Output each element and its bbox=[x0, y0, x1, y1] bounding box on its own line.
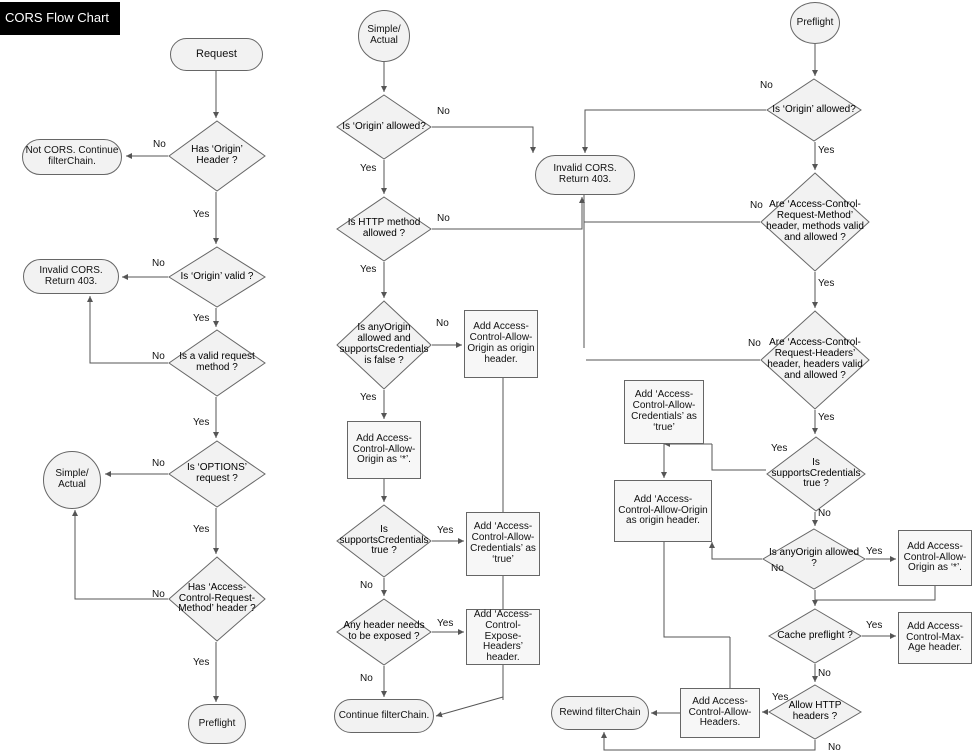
node-label: Add ‘Access-Control-Allow-Origin as origin header. bbox=[618, 493, 708, 527]
decision-node bbox=[168, 120, 266, 192]
edge-label: Yes bbox=[193, 417, 210, 428]
edge-label: No bbox=[818, 508, 831, 519]
page-title: CORS Flow Chart bbox=[0, 2, 120, 35]
edge-label: No bbox=[152, 589, 165, 600]
edge-label: Yes bbox=[437, 525, 454, 536]
rect-node bbox=[898, 612, 972, 664]
decision-node bbox=[336, 196, 432, 262]
rect-node bbox=[464, 310, 538, 378]
node-label: Not CORS. Continue filterChain. bbox=[25, 145, 119, 167]
edge-label: No bbox=[828, 742, 841, 753]
node-label: Request bbox=[196, 47, 237, 60]
node-label: Add Access-Control-Allow-Origin as ‘*’. bbox=[352, 432, 416, 466]
terminator-node bbox=[551, 696, 649, 730]
rect-node bbox=[680, 688, 760, 738]
edge-label: Yes bbox=[360, 264, 377, 275]
decision-node bbox=[760, 310, 870, 410]
node-label: Add ‘Access-Control-Allow-Credentials’ as ‘true’ bbox=[470, 521, 536, 565]
edge-label: No bbox=[152, 351, 165, 362]
terminator-node bbox=[334, 699, 434, 733]
edge-label: Yes bbox=[437, 618, 454, 629]
edge-label: Yes bbox=[818, 412, 835, 423]
decision-node bbox=[760, 172, 870, 272]
decision-node bbox=[168, 246, 266, 308]
edge-label: No bbox=[152, 458, 165, 469]
decision-node bbox=[168, 440, 266, 508]
node-label: Add Access-Control-Allow-Origin as ‘*’. bbox=[903, 540, 967, 574]
rect-node bbox=[466, 512, 540, 576]
node-label: Simple/ Actual bbox=[367, 24, 401, 46]
edge-label: No bbox=[360, 580, 373, 591]
node-label: Allow HTTP headers ? bbox=[788, 700, 842, 722]
edge-label: Yes bbox=[360, 163, 377, 174]
rect-node bbox=[347, 421, 421, 479]
edge-label: No bbox=[818, 668, 831, 679]
decision-node bbox=[336, 504, 432, 578]
node-label: Invalid CORS. Return 403. bbox=[553, 163, 617, 185]
node-label: Are ‘Access-Control-Request-Method’ header, methods valid and allowed ? bbox=[766, 199, 864, 243]
node-label: Add ‘Access-Control-Allow-Credentials’ as ‘true’ bbox=[631, 389, 697, 433]
terminator-node bbox=[22, 139, 122, 175]
node-label: Cache preflight ? bbox=[777, 629, 853, 641]
node-label: Invalid CORS. Return 403. bbox=[39, 264, 103, 287]
rect-node bbox=[624, 380, 704, 444]
ellipse-node bbox=[43, 451, 101, 509]
node-label: Add ‘Access-Control-Expose-Headers’ header. bbox=[473, 609, 533, 664]
terminator-node bbox=[188, 704, 246, 744]
rect-node bbox=[614, 480, 712, 542]
edge-label: Yes bbox=[193, 313, 210, 324]
edge-label: No bbox=[771, 563, 784, 574]
node-label: Add Access-Control-Max-Age header. bbox=[906, 620, 964, 654]
terminator-node bbox=[170, 38, 263, 71]
ellipse-node bbox=[790, 2, 840, 44]
node-label: Is supportsCredentials true ? bbox=[771, 456, 861, 490]
node-label: Is anyOrigin allowed and supportsCredentials is false ? bbox=[339, 322, 429, 366]
node-label: Is HTTP method allowed ? bbox=[347, 217, 421, 239]
node-label: Add Access-Control-Allow-Origin as origin header. bbox=[467, 321, 535, 365]
node-label: Is ‘Origin’ valid ? bbox=[180, 270, 254, 282]
edge-label: Yes bbox=[193, 524, 210, 535]
node-label: Is supportsCredentials true ? bbox=[339, 523, 429, 557]
edge-label: Yes bbox=[771, 443, 788, 454]
edge-label: Yes bbox=[360, 392, 377, 403]
decision-node bbox=[336, 300, 432, 390]
edge-label: No bbox=[437, 106, 450, 117]
decision-node bbox=[168, 556, 266, 642]
terminator-node bbox=[23, 259, 119, 294]
node-label: Rewind filterChain bbox=[559, 706, 641, 718]
edge-label: Yes bbox=[866, 620, 883, 631]
edge-label: Yes bbox=[818, 145, 835, 156]
decision-node bbox=[336, 94, 432, 160]
node-label: Preflight bbox=[198, 717, 236, 729]
node-label: Simple/ Actual bbox=[55, 468, 89, 490]
edge-label: No bbox=[360, 673, 373, 684]
node-label: Is ‘Origin’ allowed? bbox=[342, 120, 426, 132]
edge-label: No bbox=[153, 139, 166, 150]
node-label: Is ‘Origin’ allowed? bbox=[772, 103, 856, 115]
edge-label: Yes bbox=[772, 692, 789, 703]
node-label: Continue filterChain. bbox=[338, 709, 430, 721]
node-label: Has ‘Origin’ Header ? bbox=[191, 144, 243, 166]
node-label: Is ‘OPTIONS’ request ? bbox=[186, 462, 247, 484]
edge-label: No bbox=[760, 80, 773, 91]
decision-node bbox=[762, 528, 866, 590]
decision-node bbox=[766, 78, 862, 142]
ellipse-node bbox=[358, 10, 410, 62]
terminator-node bbox=[535, 155, 635, 195]
node-label: Has ‘Access-Control-Request-Method’ header ? bbox=[178, 581, 256, 615]
edge-label: No bbox=[436, 318, 449, 329]
edge-label: Yes bbox=[193, 657, 210, 668]
rect-node bbox=[466, 609, 540, 665]
node-label: Is a valid request method ? bbox=[179, 351, 255, 373]
node-label: Are ‘Access-Control-Request-Headers’ header, headers valid and allowed ? bbox=[767, 337, 863, 381]
edge-label: No bbox=[437, 213, 450, 224]
rect-node bbox=[898, 530, 972, 586]
node-label: Preflight bbox=[796, 16, 834, 28]
decision-node bbox=[168, 329, 266, 397]
edge-label: No bbox=[748, 338, 761, 349]
edge-label: Yes bbox=[818, 278, 835, 289]
decision-node bbox=[336, 598, 432, 666]
edge-label: No bbox=[152, 258, 165, 269]
edge-label: Yes bbox=[193, 209, 210, 220]
node-label: Add Access-Control-Allow-Headers. bbox=[688, 695, 752, 729]
decision-node bbox=[768, 608, 862, 664]
node-label: Any header needs to be exposed ? bbox=[343, 620, 425, 642]
edge-label: Yes bbox=[866, 546, 883, 557]
edge-label: No bbox=[750, 200, 763, 211]
node-label: Is anyOrigin allowed ? bbox=[768, 547, 860, 569]
